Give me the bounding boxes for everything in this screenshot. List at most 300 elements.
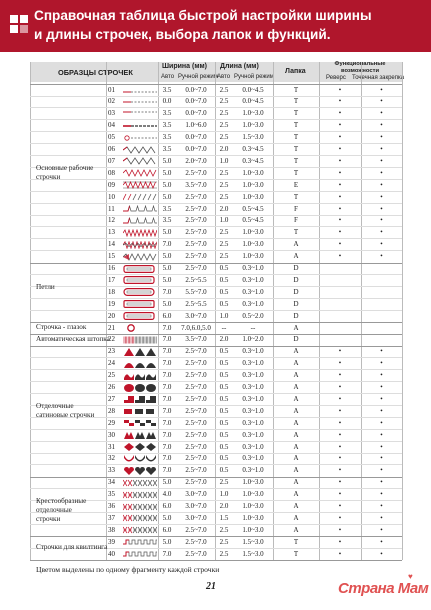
width-manual: 3.0~7.0 [185,311,207,320]
presser-foot: D [293,335,299,344]
presser-foot: T [293,97,299,106]
width-manual: 2.5~7.0 [185,216,207,225]
stitch-pattern-icon [123,538,179,546]
table-row [30,144,402,156]
width-manual: 2.5~7.0 [185,252,207,261]
stitch-number: 22 [108,335,115,344]
length-auto: 2.5 [219,168,229,177]
width-manual: 2.5~7.0 [185,192,207,201]
reverse-flag: • [338,525,342,534]
stitch-number: 40 [108,549,115,558]
stitch-number: 38 [108,525,115,534]
presser-foot: A [293,478,299,487]
length-manual: 0.3~1.0 [242,383,264,391]
length-auto: 2.0 [219,335,229,344]
width-manual: 0.0~7.0 [185,145,207,153]
reverse-flag: • [338,466,342,475]
stitch-pattern-icon [123,431,179,439]
width-manual: 2.5~7.0 [185,549,207,558]
width-manual: 2.5~7.0 [185,406,207,415]
stitch-number: 07 [108,156,115,165]
stitch-number: 14 [108,240,115,249]
width-manual: 3.5~7.0 [185,180,207,189]
length-auto: 2.5 [219,180,229,189]
group-separator [30,560,402,561]
table-row [30,299,402,311]
length-manual: 0.0~4.5 [242,85,264,94]
table-row [30,251,402,262]
col-width: Ширина (мм) [162,63,208,70]
length-manual: 0.5~2.0 [242,311,264,320]
length-manual: 0.3~1.0 [242,359,264,368]
presser-foot: T [293,109,299,118]
length-auto: 2.5 [219,252,229,261]
stitch-number: 33 [108,466,115,475]
tie-flag: • [380,97,383,106]
width-manual: 2.5~7.0 [185,537,207,546]
col-patterns: ОБРАЗЦЫ СТРОЧЕК [58,68,133,77]
title-line-1: Справочная таблица быстрой настройки ширины [34,8,372,23]
stitch-number: 23 [108,347,115,356]
presser-foot: T [293,168,299,177]
length-auto: 2.5 [219,478,229,487]
length-auto: 2.0 [219,204,229,213]
tie-flag: • [380,252,383,261]
stitch-number: 18 [108,287,115,296]
presser-foot: E [293,180,299,189]
table-row [30,215,402,227]
group-label: Строчки для квилтинга [36,543,108,552]
stitch-number: 11 [108,204,115,213]
stitch-pattern-icon [123,146,179,154]
stitch-number: 04 [108,121,115,130]
stitch-number: 28 [108,406,115,415]
width-auto: 5.0 [162,275,172,284]
stitch-pattern-icon [123,169,179,177]
watermark-heart-icon: ♥ [408,572,413,581]
stitch-number: 15 [108,252,115,261]
table-row [30,120,402,132]
length-manual: 1.0~2.0 [242,335,264,344]
stitch-pattern-icon [123,157,179,165]
length-manual: 1.5~3.0 [242,549,264,558]
stitch-pattern-icon [123,205,179,213]
width-auto: 6.0 [162,311,172,320]
stitch-pattern-icon [123,360,179,368]
col-width-auto: Авто [161,74,175,80]
reverse-flag: • [338,490,342,499]
presser-foot: T [293,121,299,130]
length-manual: 0.3~1.0 [242,394,264,403]
stitch-number: 01 [108,85,115,94]
reverse-flag: • [338,216,342,225]
stitch-number: 08 [108,168,115,177]
tie-flag: • [380,192,383,201]
tie-flag: • [380,418,383,427]
tie-flag: • [380,85,383,94]
presser-foot: D [293,311,299,320]
stitch-pattern-icon [123,110,179,118]
footnote: Цветом выделены по одному фрагменту каждой строчки [36,565,220,574]
length-auto: 0.5 [219,442,229,451]
table-row [30,192,402,204]
reverse-flag [319,263,361,274]
stitch-pattern-icon [123,503,179,511]
length-auto: 2.5 [219,121,229,130]
length-auto: 0.5 [219,287,229,296]
length-manual: 0.3~1.0 [242,454,264,463]
tie-flag: • [380,478,383,487]
reverse-flag: • [338,168,342,177]
length-manual: 1.0~3.0 [242,513,264,522]
presser-foot: F [294,204,298,213]
tie-flag: • [380,537,383,546]
stitch-pattern-icon [123,407,179,415]
reverse-flag: • [338,133,342,142]
stitch-pattern-icon [123,443,179,451]
presser-foot: D [293,287,299,296]
stitch-pattern-icon [123,181,179,189]
length-manual: 1.0~3.0 [242,478,264,487]
col-length-manual: Ручной режим [234,74,274,80]
tie-flag: • [380,168,383,177]
length-auto: 1.5 [219,513,229,522]
tie-flag [361,334,402,345]
reverse-flag [319,334,361,345]
col-reverse: Реверс [326,75,346,81]
width-manual: 2.5~7.0 [185,394,207,403]
stitch-number: 24 [108,359,115,368]
table-row [30,430,402,442]
reverse-flag: • [338,347,342,356]
presser-foot: A [293,240,299,249]
presser-foot: A [293,430,299,439]
presser-foot: A [293,406,299,415]
width-auto: 5.0 [162,180,172,189]
group-label: Основные рабочие строчки [36,164,94,182]
reverse-flag: • [338,204,342,213]
length-manual: 0.3~1.0 [242,287,264,296]
col-foot: Лапка [285,68,306,75]
width-manual: 2.5~7.0 [185,204,207,213]
tie-flag: • [380,394,383,403]
group-label: Автоматическая штопка [36,334,110,343]
reverse-flag: • [338,156,342,165]
width-auto: 7.0 [162,549,172,558]
stitch-number: 29 [108,418,115,427]
stitch-number: 25 [108,371,115,380]
length-manual: 1.0~3.0 [242,168,264,177]
width-manual: 2.5~7.0 [185,264,207,272]
length-manual: 0.3~1.0 [242,264,264,272]
width-manual: 3.0~7.0 [185,490,207,499]
length-auto: 0.5 [219,275,229,284]
stitch-number: 12 [108,216,115,225]
reverse-flag: • [338,145,342,153]
presser-foot: T [293,145,299,153]
length-auto: 2.5 [219,525,229,534]
reverse-flag: • [338,406,342,415]
length-manual: 0.3~1.0 [242,418,264,427]
table-row [30,346,402,358]
width-manual: 2.5~7.0 [185,430,207,439]
width-manual: 0.0~7.0 [185,133,207,142]
length-auto: 2.5 [219,228,229,237]
length-manual: 1.0~3.0 [242,490,264,499]
reverse-flag: • [338,549,342,558]
presser-foot: A [293,418,299,427]
length-auto: 2.5 [219,537,229,546]
tie-flag: • [380,466,383,475]
stitch-number: 02 [108,97,115,106]
length-auto: 0.5 [219,394,229,403]
length-manual: 1.5~3.0 [242,537,264,546]
table-row [30,453,402,465]
reverse-flag: • [338,513,342,522]
col-tie: Точечная закрепка [352,75,405,81]
length-auto: 2.5 [219,549,229,558]
table-row [30,477,402,489]
width-manual: 2.5~7.0 [185,418,207,427]
length-manual: 0.3~1.0 [242,299,264,308]
stitch-pattern-icon [123,122,179,130]
stitch-number: 09 [108,180,115,189]
tie-flag: • [380,133,383,142]
width-manual: 2.5~7.0 [185,383,207,391]
width-auto: 7.0 [162,442,172,451]
length-manual: 0.3~1.0 [242,347,264,356]
width-manual: 2.5~7.0 [185,525,207,534]
table-row [30,442,402,454]
presser-foot: A [293,323,299,332]
length-auto: 2.5 [219,97,229,106]
stitch-pattern-icon [123,265,179,273]
length-manual: 0.3~1.0 [242,430,264,439]
tie-flag [361,311,402,322]
stitch-number: 20 [108,311,115,320]
page-header [0,0,431,52]
presser-foot: T [293,156,299,165]
width-auto: 3.5 [162,204,172,213]
table-row [30,358,402,370]
tie-flag: • [380,383,383,391]
width-auto: 7.0 [162,430,172,439]
length-manual: 1.0~3.0 [242,109,264,118]
tie-flag [361,263,402,274]
tie-flag: • [380,525,383,534]
width-manual: 2.5~7.0 [185,442,207,451]
length-auto: 0.5 [219,371,229,380]
width-auto: 7.0 [162,406,172,415]
width-manual: 2.0~7.0 [185,156,207,165]
stitch-number: 32 [108,454,115,463]
width-auto: 5.0 [162,264,172,272]
length-manual: 0.3~1.0 [242,406,264,415]
width-manual: 2.5~7.0 [185,454,207,463]
length-manual: 1.5~3.0 [242,133,264,142]
watermark: Страна Мам [338,580,429,597]
width-auto: 5.0 [162,478,172,487]
length-auto: 0.5 [219,347,229,356]
length-manual: 0.3~4.5 [242,156,264,165]
tie-flag: • [380,109,383,118]
reverse-flag: • [338,192,342,201]
page-title [34,6,429,44]
presser-foot: A [293,347,299,356]
tie-flag [361,287,402,298]
presser-foot: T [293,537,299,546]
col-features: Функциональные возможности [334,61,386,74]
stitch-pattern-icon [123,193,179,201]
width-auto: 7.0 [162,394,172,403]
length-manual: 1.0~3.0 [242,180,264,189]
stitch-number: 17 [108,275,115,284]
stitch-pattern-icon [123,395,179,403]
presser-foot: F [294,216,298,225]
reverse-flag: • [338,371,342,380]
width-auto: 3.5 [162,133,172,142]
tie-flag: • [380,156,383,165]
stitch-pattern-icon [123,229,179,237]
length-auto: 1.0 [219,490,229,499]
length-manual: 1.0~3.0 [242,192,264,201]
width-manual: 2.5~7.0 [185,168,207,177]
group-label: Отделочные сатиновые строчки [36,402,95,420]
stitch-number: 10 [108,192,115,201]
width-auto: 7.0 [162,323,172,332]
length-manual: 1.0~3.0 [242,525,264,534]
stitch-pattern-icon [123,253,179,261]
length-auto: -- [221,323,227,332]
stitch-number: 16 [108,264,115,272]
table-row [30,108,402,120]
width-auto: 7.0 [162,371,172,380]
reverse-flag: • [338,418,342,427]
stitch-number: 35 [108,490,115,499]
group-label: Петли [36,283,55,292]
stitch-pattern-icon [123,276,179,284]
tie-flag: • [380,513,383,522]
reverse-flag [319,275,361,286]
tie-flag: • [380,371,383,380]
presser-foot: A [293,394,299,403]
reverse-flag [319,287,361,298]
tie-flag [361,299,402,310]
stitch-number: 26 [108,383,115,391]
reverse-flag: • [338,454,342,463]
presser-foot: A [293,466,299,475]
table-row [30,311,402,322]
width-auto: 5.0 [162,156,172,165]
width-manual: 3.0~7.0 [185,502,207,510]
stitch-pattern-icon [123,134,179,142]
length-manual: 0.3~1.0 [242,275,264,284]
tie-flag: • [380,145,383,153]
width-auto: 5.0 [162,228,172,237]
presser-foot: D [293,275,299,284]
col-length: Длина (мм) [220,63,259,70]
stitch-pattern-icon [123,479,179,487]
tie-flag: • [380,204,383,213]
width-auto: 5.0 [162,513,172,522]
presser-foot: A [293,525,299,534]
presser-foot: A [293,513,299,522]
presser-foot: D [293,264,299,272]
length-auto: 1.0 [219,216,229,225]
width-auto: 6.0 [162,502,172,510]
table-row [30,382,402,394]
presser-foot: A [293,252,299,261]
stitch-pattern-icon [123,348,179,356]
tie-flag: • [380,216,383,225]
width-manual: 2.5~7.0 [185,240,207,249]
length-manual: 0.3~1.0 [242,442,264,451]
reverse-flag: • [338,240,342,249]
stitch-number: 27 [108,394,115,403]
stitch-number: 03 [108,109,115,118]
length-auto: 0.5 [219,454,229,463]
width-auto: 5.0 [162,537,172,546]
length-manual: 1.0~3.0 [242,121,264,130]
stitch-number: 30 [108,430,115,439]
presser-foot: A [293,371,299,380]
width-auto: 3.5 [162,216,172,225]
length-auto: 1.0 [219,311,229,320]
stitch-pattern-icon [123,324,179,332]
width-auto: 5.0 [162,168,172,177]
table-row [30,132,402,144]
width-manual: 7.0,6.0,5.0 [181,323,211,332]
width-auto: 5.0 [162,192,172,201]
tie-flag: • [380,240,383,249]
reverse-flag: • [338,430,342,439]
stitch-number: 37 [108,513,115,522]
length-auto: 0.5 [219,406,229,415]
stitch-number: 21 [108,323,115,332]
stitch-number: 39 [108,537,115,546]
length-manual: 0.0~4.5 [242,97,264,106]
reverse-flag: • [338,394,342,403]
length-auto: 0.5 [219,264,229,272]
table-row [30,96,402,108]
stitch-pattern-icon [123,514,179,522]
reverse-flag: • [338,359,342,368]
stitch-pattern-icon [123,526,179,534]
grid-line [402,62,403,560]
stitch-number: 06 [108,145,115,153]
stitch-number: 13 [108,228,115,237]
width-manual: 2.5~7.0 [185,371,207,380]
presser-foot: D [293,299,299,308]
presser-foot: T [293,133,299,142]
tie-flag: • [380,180,383,189]
table-row [30,263,402,275]
length-auto: 0.5 [219,430,229,439]
tie-flag: • [380,490,383,499]
width-manual: 2.5~7.0 [185,478,207,487]
width-manual: 2.5~7.0 [185,347,207,356]
reverse-flag: • [338,502,342,510]
length-manual: -- [250,323,256,332]
presser-foot: T [293,85,299,94]
col-width-manual: Ручной режим [178,74,218,80]
presser-foot: T [293,549,299,558]
stitch-number: 34 [108,478,115,487]
width-auto: 0.0 [162,97,172,106]
tie-flag [361,323,402,334]
reverse-flag: • [338,252,342,261]
width-manual: 2.5~5.5 [185,299,207,308]
